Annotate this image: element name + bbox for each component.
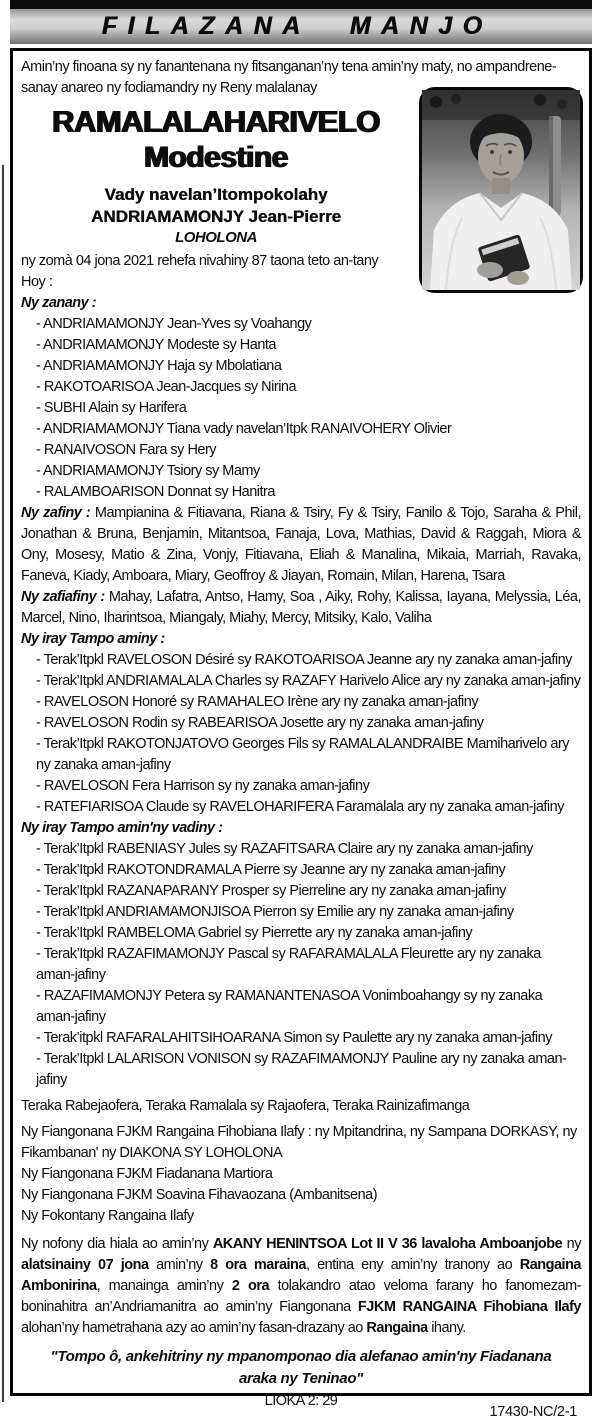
family-member-item: - SUBHI Alain sy Harifera [36, 400, 187, 416]
family-member-item: - ANDRIAMAMONJY Tsiory sy Mamy [36, 463, 260, 479]
bible-verse-reference: LIOKA 2: 29 [264, 1393, 338, 1409]
spouse-title: LOHOLONA [175, 229, 257, 246]
quote-line-2: araka ny Teninao" [238, 1370, 363, 1387]
family-member-item: - RANAIVOSON Fara sy Hery [36, 442, 217, 458]
spouse-name: ANDRIAMAMONJY Jean-Pierre [90, 207, 342, 226]
great-grandchildren-paragraph [21, 587, 581, 629]
family-member-item: - Terak’Itpkl RAZANAPARANY Prosper sy Pierreline ary ny zanaka aman-jafiny [36, 883, 506, 899]
family-member-item: - RAKOTOARISOA Jean-Jacques sy Nirina [36, 379, 297, 395]
masthead-top-rule [10, 0, 592, 9]
intro-line-1: Amin’ny finoana sy ny fanantenana ny fitsanganan’ny tena amin’ny maty, no ampandrene- [21, 59, 557, 75]
family-member-item: - Terak’Itpkl LALARISON VONISON sy RAZAFIMAMONJY Pauline ary ny zanaka aman-jafiny [36, 1051, 567, 1088]
family-member-item: - RALAMBOARISON Donnat sy Hanitra [36, 484, 275, 500]
family-member-item: - RAVELOSON Rodin sy RABEARISOA Josette ary ny zanaka aman-jafiny [36, 715, 484, 731]
announcement-reference-code: 17430-NC/2-1 [489, 1404, 577, 1420]
spouse-siblings-section-label: Ny iray Tampo amin'ny vadiny : [21, 820, 223, 836]
grandchildren-names: Mampianina & Fitiavana, Riana & Tsiry, Fy & Tsiry, Fanilo & Tojo, Saraha & Phil, Jonathan & Bruna, Benjamin, Mitantsoa, Fanaja, Lova, Mathias, David & Raggah, Miora & Ony, Mosesy, Matio & Zina, Vonjy, Fitiavana, Eliah & Manalina, Mikaia, Marriah, Ravaka, Faneva, Kiady, Amboara, Miary, Geoffroy & Jiayan, Romain, Milan, Harena, Tsara [21, 505, 582, 584]
organization-line: Ny Fiangonana FJKM Soavina Fihavaozana (Ambanitsena) [21, 1187, 378, 1203]
death-date-line: ny zomà 04 jona 2021 rehefa nivahiny 87 taona teto an-tany [21, 253, 379, 269]
organization-line: Ny Fiangonana FJKM Rangaina Fihobiana Ilafy : ny Mpitandrina, ny Sampana DORKASY, ny Fikambanan' ny DIAKONA SY LOHOLONA [21, 1124, 577, 1161]
headline-block [21, 103, 411, 248]
family-member-item: - Terak’Itpkl ANDRIAMALALA Charles sy RAZAFY Harivelo Alice ary ny zanaka aman-jafiny [36, 673, 581, 689]
family-member-item: - ANDRIAMAMONJY Jean-Yves sy Voahangy [36, 316, 312, 332]
family-member-item: - Terak’Itpkl RAKOTONDRAMALA Pierre sy Jeanne ary ny zanaka aman-jafiny [36, 862, 506, 878]
spouse-siblings-list [21, 839, 581, 1091]
obituary-notice [10, 48, 592, 1420]
family-member-item: - ANDRIAMAMONJY Tiana vady navelan’Itpk RANAIVOHERY Olivier [36, 421, 452, 437]
great-grandchildren-names: Mahay, Lafatra, Antso, Hamy, Soa , Aiky, Rohy, Kalissa, Iayana, Melyssia, Léa, Marcel, Nino, Iharintsoa, Miangaly, Miahy, Mercy, Mitsiky, Kalo, Valiha [21, 589, 582, 626]
deceased-firstname: Modestine [144, 141, 288, 174]
family-member-item: - ANDRIAMAMONJY Modeste sy Hanta [36, 337, 276, 353]
verse-row [21, 1391, 581, 1425]
organization-line: Ny Fiangonana FJKM Fiadanana Martiora [21, 1166, 273, 1182]
family-member-item: - RAZAFIMAMONJY Petera sy RAMANANTENASOA Vonimboahangy sy ny zanaka aman-jafiny [36, 988, 543, 1025]
family-member-item: - Terak’Itpkl RAMBELOMA Gabriel sy Pierrette ary ny zanaka aman-jafiny [36, 925, 473, 941]
family-member-item: - RATEFIARISOA Claude sy RAVELOHARIFERA Faramalala ary ny zanaka aman-jafiny [36, 799, 564, 815]
families-line: Teraka Rabejaofera, Teraka Ramalala sy Rajaofera, Teraka Rainizafimanga [21, 1098, 470, 1114]
grandchildren-paragraph [21, 503, 581, 587]
family-member-item: - RAVELOSON Honoré sy RAMAHALEO Irène ary ny zanaka aman-jafiny [36, 694, 479, 710]
masthead-title: FILAZANA MANJO [101, 12, 493, 40]
hoy-line: Hoy : [21, 274, 53, 290]
siblings-section-label: Ny iray Tampo aminy : [21, 631, 165, 647]
family-member-item: - Terak’Itpkl RABENIASY Jules sy RAZAFITSARA Claire ary ny zanaka aman-jafiny [36, 841, 533, 857]
organization-line: Ny Fokontany Rangaina Ilafy [21, 1208, 194, 1224]
funeral-arrangements-paragraph: Ny nofony dia hiala ao amin’ny AKANY HENINTSOA Lot II V 36 lavaloha Amboanjobe ny alatsinainy 07 jona amin’ny 8 ora maraina, entina eny amin’ny tranony ao Rangaina Ambonirina, manainga amin’ny 2 ora tolakandro atao veloma farany ho fanomezam-boninahitra an’Andriamanitra ao amin’ny Fiangonana FJKM RANGAINA Fihobiana Ilafy alohan’ny hametrahana azy ao amin’ny fasan-drazany ao Rangaina ihany. [21, 1236, 581, 1336]
deceased-surname: RAMALALAHARIVELO [52, 104, 380, 139]
great-grandchildren-label: Ny zafiafiny : [21, 589, 105, 605]
children-section-label: Ny zanany : [21, 295, 97, 311]
quote-line-1: "Tompo ô, ankehitriny ny mpanomponao dia alefanao amin'ny Fiadanana [50, 1348, 552, 1365]
siblings-list [21, 650, 581, 818]
column-rule [2, 165, 4, 1402]
deceased-photo [419, 87, 583, 293]
family-member-item: - Terak’Itpkl RAKOTONJATOVO Georges Fils sy RAMALALANDRAIBE Mamiharivelo ary ny zanaka aman-jafiny [36, 736, 570, 773]
family-member-item: - Terak’Itpkl ANDRIAMAMONJISOA Pierron sy Emilie ary ny zanaka aman-jafiny [36, 904, 514, 920]
spouse-intro-line: Vady navelan’Itompokolahy [104, 185, 328, 204]
scripture-quote [21, 1346, 581, 1390]
family-member-item: - Terak’Itpkl RAZAFIMAMONJY Pascal sy RAFARAMALALA Fleurette ary ny zanaka aman-jafiny [36, 946, 541, 983]
grandchildren-label: Ny zafiny : [21, 505, 91, 521]
family-member-item: - Terak’itpkl RAFARALAHITSIHOARANA Simon sy Paulette ary ny zanaka aman-jafiny [36, 1030, 552, 1046]
family-member-item: - Terak’Itpkl RAVELOSON Désiré sy RAKOTOARISOA Jeanne ary ny zanaka aman-jafiny [36, 652, 572, 668]
family-member-item: - RAVELOSON Fera Harrison sy ny zanaka aman-jafiny [36, 778, 370, 794]
children-list [21, 314, 581, 503]
portrait-illustration [422, 90, 580, 290]
masthead-band [10, 9, 592, 44]
masthead [10, 0, 592, 44]
family-member-item: - ANDRIAMAMONJY Haja sy Mbolatiana [36, 358, 282, 374]
intro-line-2: sanay anareo ny fodiamandry ny Reny malalanay [21, 80, 317, 96]
